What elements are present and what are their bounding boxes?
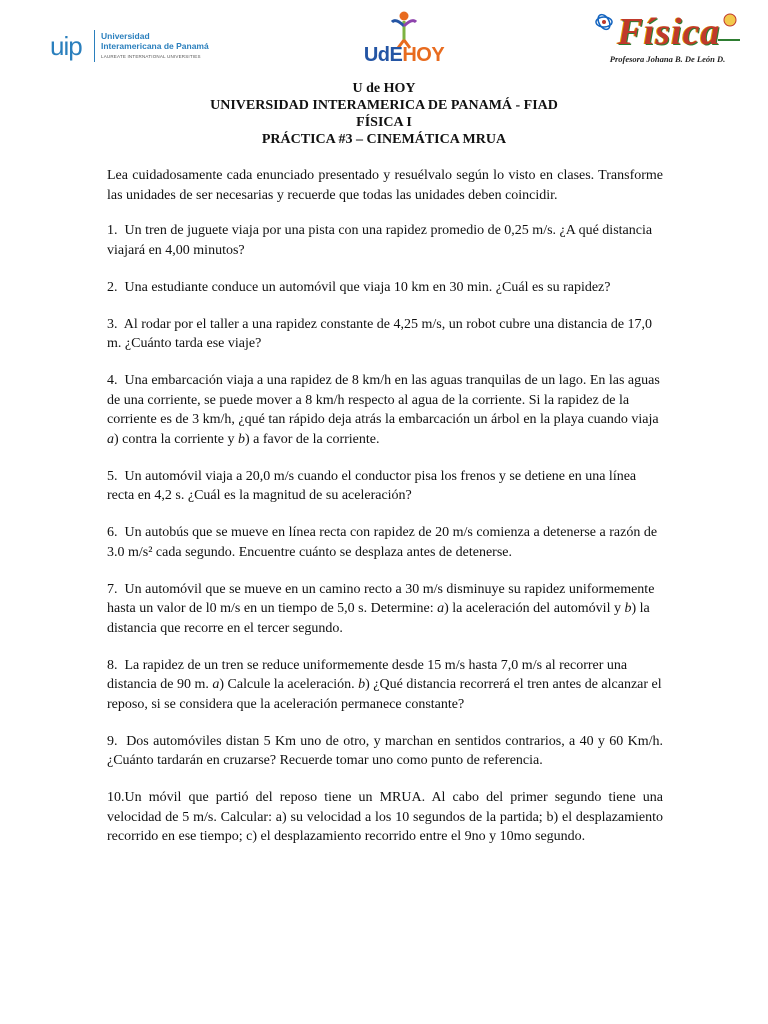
problem-text: ) contra la corriente y <box>114 431 238 447</box>
problem-number: 6. <box>107 525 125 540</box>
problem-item <box>107 656 663 715</box>
problem-text: ) ¿Qué distancia recorrerá el tren antes de alcanzar el reposo, si se considera que la aceleración permanece constante? <box>107 677 662 712</box>
problem-text: Un automóvil que se mueve en un camino recto a 30 m/s disminuye su rapidez uniformemente hasta un valor de l0 m/s en un tiempo de 5,0 s. Determine: <box>107 581 655 616</box>
problem-list <box>107 221 663 847</box>
uip-logo-tagline: LAUREATE INTERNATIONAL UNIVERSITIES <box>101 53 201 59</box>
problem-text: Una embarcación viaja a una rapidez de 8 km/h en las aguas tranquilas de un lago. En las aguas de una corriente, se puede mover a 8 km/h respecto al agua de la corriente. Si la rapidez de la corriente es de 3 km/h, ¿qué tan rápido deja atrás la embarcación un árbol en la playa cuando viaja <box>107 373 660 427</box>
title-line: FÍSICA I <box>356 115 412 130</box>
problem-text: Un automóvil viaja a 20,0 m/s cuando el conductor pisa los frenos y se detiene en una línea recta en 4,2 s. ¿Cuál es la magnitud de su aceleración? <box>107 468 637 503</box>
problem-number: 7. <box>107 581 125 597</box>
fisica-logo <box>590 10 745 70</box>
problem-text: Al rodar por el taller a una rapidez constante de 4,25 m/s, un robot cubre una distancia de 17,0 m. ¿Cuánto tarda ese viaje? <box>107 316 653 351</box>
subpart-letter: a <box>437 601 445 616</box>
title-line: UNIVERSIDAD INTERAMERICA DE PANAMÁ - FIAD <box>210 98 558 113</box>
problem-text: Dos automóviles distan 5 Km uno de otro, y marchan en sentidos contrarios, a 40 y 60 Km/h. ¿Cuánto tardarán en cruzarse? Recuerde tomar uno como punto de referencia. <box>107 733 663 768</box>
subpart-letter: a <box>107 431 114 447</box>
problem-text: Un tren de juguete viaja por una pista con una rapidez promedio de 0,25 m/s. ¿A qué distancia viajará en 4,00 minutos? <box>107 223 653 258</box>
problem-number: 9. <box>107 733 127 749</box>
problem-text: Un autobús que se mueve en línea recta con rapidez de 20 m/s comienza a detenerse a razón de 3.0 m/s² cada segundo. Encuentre cuánto se desplaza antes de detenerse. <box>107 525 658 560</box>
problem-item <box>107 580 663 639</box>
uip-logo-line2: Interamericana de Panamá <box>101 40 209 51</box>
uip-logo-mark: uip <box>50 30 82 61</box>
problem-number: 8. <box>107 657 125 673</box>
udehoy-logo-text: UdEHOY <box>363 44 445 66</box>
problem-item <box>107 788 663 847</box>
problem-text: La rapidez de un tren se reduce uniformemente desde 15 m/s hasta 7,0 m/s al recorrer una distancia de 90 m. <box>107 657 628 692</box>
problem-item <box>107 315 663 354</box>
document-body <box>107 166 663 864</box>
problem-item <box>107 278 663 298</box>
problem-item <box>107 371 663 449</box>
problem-number: 5. <box>107 468 125 484</box>
problem-text: Un móvil que partió del reposo tiene un MRUA. Al cabo del primer segundo tiene una velocidad de 5 m/s. Calcular: a) su velocidad a los 10 segundos de la partida; b) el desplazamiento recorrido en ese tiempo; c) el desplazamiento recorrido entre el 9no y 10mo segundo. <box>107 790 663 844</box>
instructions-paragraph: Lea cuidadosamente cada enunciado presentado y resuélvalo según lo visto en clases. Transforme las unidades de ser necesarias y recuerde que todas las unidades deben coincidir. <box>107 168 663 203</box>
subpart-letter: b <box>358 677 366 692</box>
fisica-logo-text: Física <box>617 11 721 53</box>
problem-item <box>107 523 663 562</box>
problem-text: ) Calcule la aceleración. <box>219 677 359 692</box>
subpart-letter: b <box>624 601 632 616</box>
uip-logo-line1: Universidad <box>101 30 150 41</box>
problem-text: ) a favor de la corriente. <box>245 431 380 447</box>
udehoy-logo <box>352 10 456 66</box>
fisica-logo-caption: Profesora Johana B. De León D. <box>609 54 726 64</box>
title-line: PRÁCTICA #3 – CINEMÁTICA MRUA <box>261 132 507 147</box>
logo-divider <box>94 30 95 62</box>
title-line: U de HOY <box>352 81 416 96</box>
problem-number: 4. <box>107 373 125 388</box>
problem-number: 2. <box>107 279 125 295</box>
uip-logo <box>50 28 210 64</box>
problem-item <box>107 221 663 260</box>
problem-number: 10. <box>107 790 125 805</box>
subpart-letter: b <box>238 431 245 447</box>
problem-item <box>107 732 663 771</box>
problem-text: Una estudiante conduce un automóvil que viaja 10 km en 30 min. ¿Cuál es su rapidez? <box>124 279 611 295</box>
problem-text: ) la distancia que recorre en el tercer segundo. <box>107 601 650 636</box>
subpart-letter: a <box>212 677 220 692</box>
problem-text: ) la aceleración del automóvil y <box>444 601 625 616</box>
problem-item <box>107 467 663 506</box>
problem-number: 3. <box>107 316 124 332</box>
problem-number: 1. <box>107 223 125 238</box>
document-titles <box>0 80 768 148</box>
